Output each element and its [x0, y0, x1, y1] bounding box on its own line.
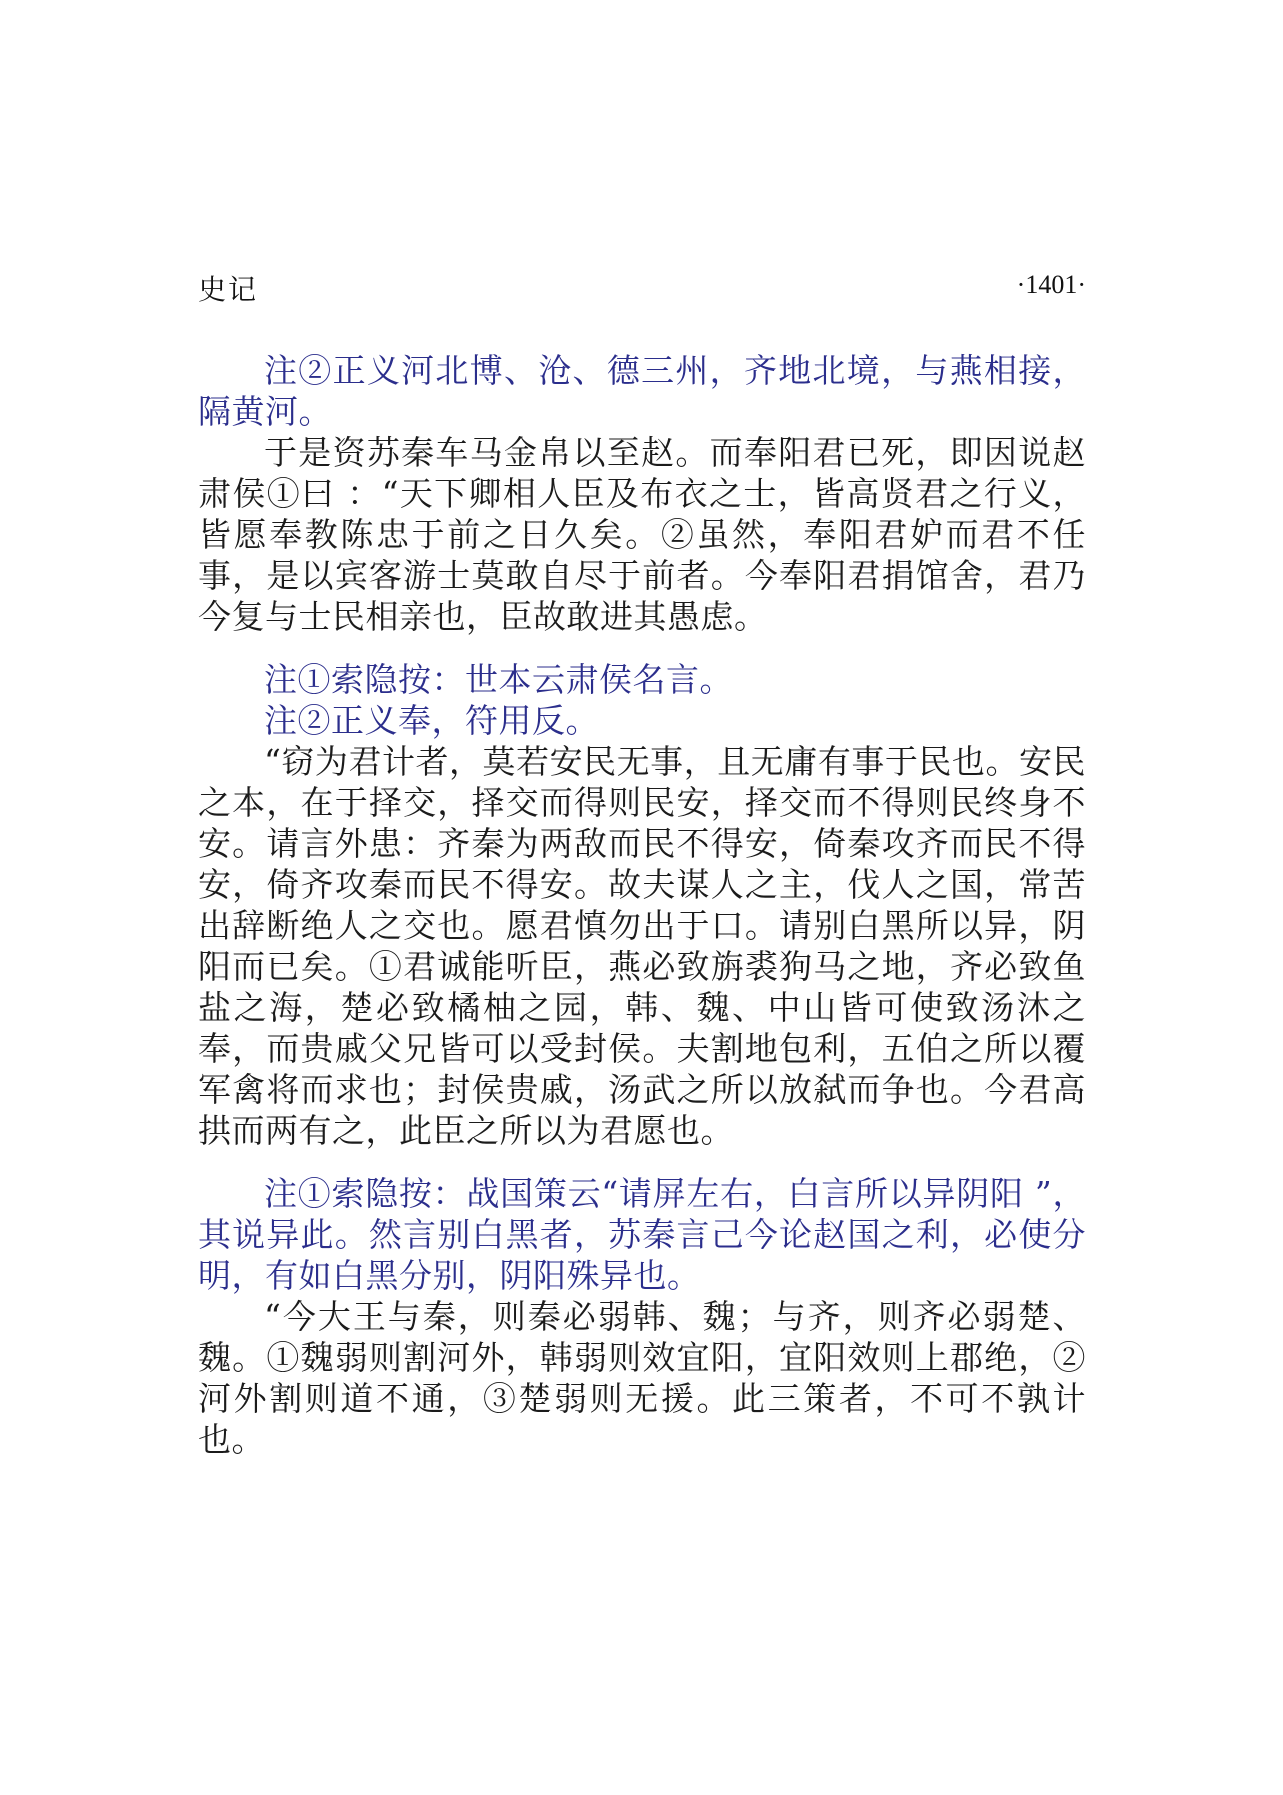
- page-number: ·1401·: [1016, 270, 1086, 299]
- annotation-paragraph: 注②正义奉，符用反。: [264, 701, 599, 740]
- spacer: [198, 637, 1086, 659]
- page-content: [198, 350, 1086, 1460]
- body-paragraph: 于是资苏秦车马金帛以至赵。而奉阳君已死，即因说赵肃侯①曰 ：“天下卿相人臣及布衣之士，皆高贤君之行义，皆愿奉教陈忠于前之日久矣。②虽然，奉阳君妒而君不任事，是以宾客游士莫敢自尽于前者。今奉阳君捐馆舍，君乃今复与士民相亲也，臣故敢进其愚虑。: [198, 433, 1086, 636]
- page-header: [198, 268, 1086, 308]
- spacer: [198, 1151, 1086, 1173]
- body-paragraph: “窃为君计者，莫若安民无事，且无庸有事于民也。安民之本，在于择交，择交而得则民安，择交而不得则民终身不安。请言外患：齐秦为两敌而民不得安，倚秦攻齐而民不得安，倚齐攻秦而民不得安。故夫谋人之主，伐人之国，常苦出辞断绝人之交也。愿君慎勿出于口。请别白黑所以异，阴阳而已矣。①君诚能听臣，燕必致旃裘狗马之地，齐必致鱼盐之海，楚必致橘柚之园，韩、魏、中山皆可使致汤沐之奉，而贵戚父兄皆可以受封侯。夫割地包利，五伯之所以覆军禽将而求也；封侯贵戚，汤武之所以放弑而争也。今君高拱而两有之，此臣之所以为君愿也。: [198, 742, 1086, 1150]
- annotation-paragraph: 注①索隐按：世本云肃侯名言。: [264, 660, 733, 699]
- body-paragraph: “今大王与秦，则秦必弱韩、魏；与齐，则齐必弱楚、魏。①魏弱则割河外，韩弱则效宜阳，宜阳效则上郡绝，②河外割则道不通，③楚弱则无援。此三策者，不可不孰计也。: [198, 1297, 1086, 1459]
- annotation-paragraph: 注①索隐按：战国策云“请屏左右，白言所以异阴阳 ”，其说异此。然言别白黑者，苏秦言己今论赵国之利，必使分明，有如白黑分别，阴阳殊异也。: [198, 1174, 1086, 1295]
- annotation-paragraph: 注②正义河北博、沧、德三州，齐地北境，与燕相接，隔黄河。: [198, 351, 1086, 431]
- book-title: 史记: [198, 273, 259, 306]
